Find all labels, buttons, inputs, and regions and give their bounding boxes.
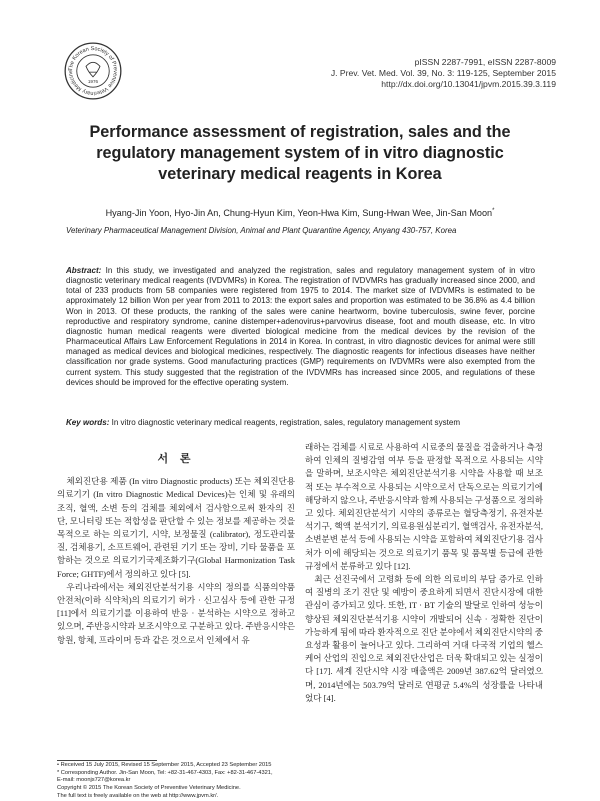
abstract-label: Abstract: (66, 266, 102, 275)
footnote-email[interactable]: E-mail: moonjs727@korea.kr (57, 777, 131, 784)
keywords-label: Key words: (66, 418, 110, 427)
body-column-right (305, 441, 543, 705)
body-paragraph: 래하는 검체를 시료로 사용하여 시료중의 물질을 검출하거나 측정하여 인체의 질병감염 여부 등을 판정할 목적으로 사용되는 시약을 말하며, 보조시약은 체외진단분석기용 시약을 사용할 때 보조적 또는 부수적으로 사용되는 시약으로서 단독으로는 의료기기에 해당하지 않으나, 주반응시약과 함께 사용되는 구성품으로 정의하고 있다. 체외진단분석기 시약의 종류로는 혈당측정기, 유전자분석기구, 핵액 분석기기, 의료용원심분리기, 혈액검사, 유전자분석, 소변분변 분석 등에 사용되는 시약을 포함하여 체외진단기용 검사처가 이에 해당되는 것으로 의료기기 품목 및 품목별 등급에 관한 규정에서 분류하고 있다 [12]. (305, 442, 543, 571)
footnote-line: Copyright © 2015 The Korean Society of Preventive Veterinary Medicine. (57, 785, 241, 792)
footnotes (57, 762, 302, 801)
society-seal-logo (64, 42, 122, 100)
keywords-text: In vitro diagnostic veterinary medical reagents, registration, sales, regulatory management system (109, 418, 461, 427)
corresponding-mark: * (492, 208, 495, 214)
citation-line: J. Prev. Vet. Med. Vol. 39, No. 3: 119-125, September 2015 (330, 68, 556, 79)
footnote-line: The full text is freely available on the web at http://www.jpvm.kr/. (57, 792, 219, 799)
body-paragraph: 최근 선진국에서 고령화 등에 의한 의료비의 부담 증가로 인하여 질병의 조기 진단 및 예방이 중요하게 되면서 진단시장에 대한 관심이 증가되고 있다. 또한, IT · BT 기술의 발달로 인하여 성능이 향상된 체외진단분석기용 시약이 개발되어 신속 · 정확한 진단이 가능하게 됨에 따라 환자적으로 진단 분야에서 체외진단시약의 중요성과 활용이 늘어나고 있다. 그리하여 거대 다국적 기업의 헬스케어 산업의 진입으로 체외진단산업은 더욱 확대되고 있는 실정이다 [17]. 세계 진단시약 시장 매출액은 2009년 387.62억 달러였으며, 2014년에는 503.79억 달러로 연평균 5.4%의 성장률을 나타내었다 [4]. (305, 574, 543, 703)
section-heading-introduction: 서 론 (157, 452, 195, 465)
keywords (66, 418, 535, 427)
body-paragraph: 체외진단용 제품 (In vitro Diagnostic products) 또는 체외진단용 의료기기 (In vitro Diagnostic Medical Devices)는 인체 및 유래의 조직, 혈액, 소변 등의 검체를 체외에서 검사함으로써 환자의 진단, 모니터링 또는 적합성을 판단할 수 있는 정보를 제공하는 것을 목적으로 하는 의료기기, 시약, 보정물질 (calibrator), 정도관리물질, 검체용기, 소프트웨어, 관련된 기기 또는 장비, 기타 물품을 포함하는 것으로 의료기기국제조화기구(Global Harmonization Task Force; GHTF)에서 정의하고 있다 [5]. (57, 476, 295, 579)
issn-line: pISSN 2287-7991, eISSN 2287-8009 (414, 57, 556, 67)
journal-info (331, 57, 556, 91)
author-list (40, 208, 560, 218)
author-names: Hyang-Jin Yoon, Hyo-Jin An, Chung-Hyun Kim, Yeon-Hwa Kim, Sung-Hwan Wee, Jin-San Moon (105, 208, 493, 219)
affiliation: Veterinary Pharmaceutical Management Division, Animal and Plant Quarantine Agency, Anyang 430-757, Korea (66, 226, 457, 235)
seal-year: 1976 (87, 79, 99, 85)
footnote-divider (57, 760, 157, 761)
article-title: Performance assessment of registration, sales and the regulatory management system of in vitro diagnostic veterinary medical reagents in Korea (89, 123, 511, 183)
doi-link[interactable]: http://dx.doi.org/10.13041/jpvm.2015.39.3.119 (381, 79, 556, 90)
body-paragraph: 우리나라에서는 체외진단분석기용 시약의 정의를 식품의약품안전처(이하 식약처)의 의료기기 허가 · 신고심사 등에 관한 규정 [11]에서 의료기기를 이용하여 반응 · 분석하는 시약으로 정하고 있으며, 주반응시약과 보조시약으로 구분하고 있다. 주반응시약은 항원, 항체, 프라이머 등과 같은 것으로서 인체에서 유 (57, 581, 295, 645)
body-column-left (57, 442, 295, 647)
seal-icon (64, 42, 122, 100)
footnote-line: • Received 15 July 2015, Revised 15 September 2015, Accepted 23 September 2015 (57, 762, 272, 768)
seal-ring-text: The Korean Society of Preventive Veterinary Medicine (68, 46, 118, 96)
abstract-text: In this study, we investigated and analyzed the registration, sales and regulatory management system of in vitro diagnostic veterinary medical reagents (IVDVMRs) in Korea. The registration of IVDVMRs has gradually increased since 2000, and total of 233 products from 58 companies were registered from 1975 to 2014. The market size of IVDVMRs is estimated to be approximately 12 billion Won per year from 2011 to 2013: the export sales and proportion was estimated to be 36.8% as 4.4 billion Won in 2013. Of these products, the ranking of the sales were canine heartworm, bovine tuberculosis, swine fever, porcine reproductive and respiratory syndrome, canine distemper+adenovirus+parvovirus disease, foot and mouth disease, etc. In vitro diagnostic human medical reagents were diverted biological medicine from the medical devices by the revision of the Pharmaceutical Affairs Law Enforcement Regulations in 2014 in Korea. In contrast, in vitro diagnostic devices for animal were still managed as medical devices and biological medicines, respectively. The diagnostic reagents for infectious diseases have neither classification nor grade systems. Good manufacturing practices (GMP) requirements on IVDVMRs were also exempted from the current system. This study suggested that the registration of the IVDVMRs has increased since 2005, and regulations of these devices should be improved for the effective operating system. (66, 266, 535, 387)
abstract (66, 266, 535, 388)
footnote-line: * Corresponding Author. Jin-San Moon, Tel: +82-31-467-4303, Fax: +82-31-467-4321, (57, 769, 273, 776)
